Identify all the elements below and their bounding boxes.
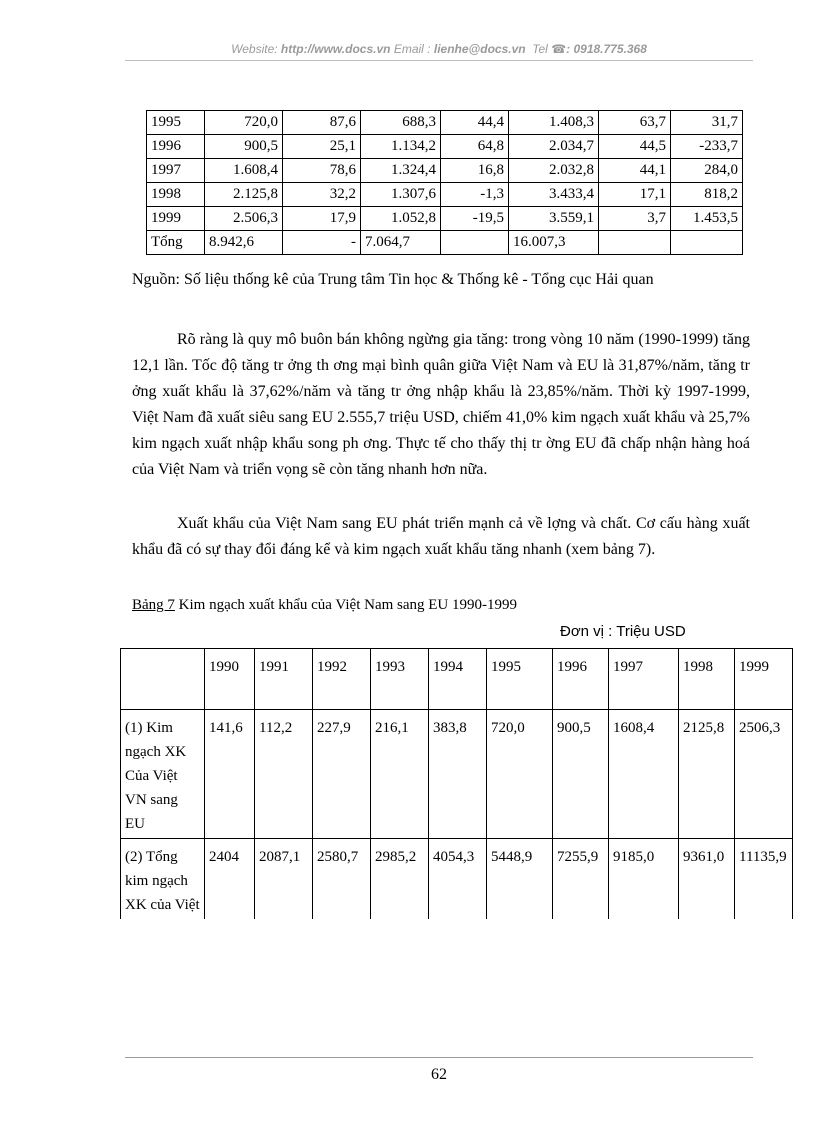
table-cell: 383,8	[429, 710, 487, 839]
column-header: 1990	[205, 649, 255, 710]
table-cell: 1995	[147, 111, 205, 135]
table-cell: 87,6	[283, 111, 361, 135]
table-cell: 9185,0	[609, 839, 679, 920]
table-cell: 44,4	[441, 111, 509, 135]
table-cell: 2404	[205, 839, 255, 920]
column-header: 1992	[313, 649, 371, 710]
table-cell: 1.608,4	[205, 159, 283, 183]
column-header: 1995	[487, 649, 553, 710]
table-cell: 216,1	[371, 710, 429, 839]
table-cell: 1608,4	[609, 710, 679, 839]
table-row	[147, 159, 743, 183]
website-link[interactable]: http://www.docs.vn	[280, 42, 391, 56]
table-row	[147, 207, 743, 231]
website-label: Website:	[231, 42, 278, 56]
table-cell: 3,7	[599, 207, 671, 231]
table-cell: 141,6	[205, 710, 255, 839]
table-cell: 720,0	[205, 111, 283, 135]
table-row	[147, 231, 743, 255]
column-header	[121, 649, 205, 710]
table-cell: 4054,3	[429, 839, 487, 920]
source-note: Nguồn: Số liệu thống kê của Trung tâm Tin học & Thống kê - Tổng cục Hải quan	[132, 271, 654, 288]
table-cell: 1.052,8	[361, 207, 441, 231]
tel-number: : 0918.775.368	[566, 42, 647, 56]
table-cell: 63,7	[599, 111, 671, 135]
unit-label: Đơn vị : Triệu USD	[560, 623, 686, 640]
paragraph-1: Rõ ràng là quy mô buôn bán không ngừng gia tăng: trong vòng 10 năm (1990-1999) tăng 12,1 lần. Tốc độ tăng tr ởng th ơng mại bình quân giữa Việt Nam và EU là 31,87%/năm, tăng tr ởng xuất khẩu là 37,62%/năm và tăng tr ởng nhập khẩu là 23,85%/năm. Thời kỳ 1997-1999, Việt Nam đã xuất siêu sang EU 2.555,7 triệu USD, chiếm 41,0% kim ngạch xuất khẩu và 25,7% kim ngạch xuất nhập khẩu song ph ơng. Thực tế cho thấy thị tr ờng EU đã chấp nhận hàng hoá của Việt Nam và triển vọng sẽ còn tăng nhanh hơn nữa.	[132, 331, 750, 478]
table-cell: 2.032,8	[509, 159, 599, 183]
column-header: 1996	[553, 649, 609, 710]
table-cell	[441, 231, 509, 255]
table-cell: 2125,8	[679, 710, 735, 839]
table-cell: 818,2	[671, 183, 743, 207]
table-cell: 1998	[147, 183, 205, 207]
table-cell: 1997	[147, 159, 205, 183]
export-table	[120, 648, 793, 919]
table-cell: 3.433,4	[509, 183, 599, 207]
column-header: 1991	[255, 649, 313, 710]
table-cell: 3.559,1	[509, 207, 599, 231]
table-cell: -19,5	[441, 207, 509, 231]
table-cell: 2580,7	[313, 839, 371, 920]
table-cell: 1996	[147, 135, 205, 159]
column-header: 1998	[679, 649, 735, 710]
table-cell: -233,7	[671, 135, 743, 159]
table-cell: 44,1	[599, 159, 671, 183]
table-row	[147, 135, 743, 159]
table-cell: -1,3	[441, 183, 509, 207]
table-cell: 32,2	[283, 183, 361, 207]
table-row	[147, 111, 743, 135]
table-cell: 16.007,3	[509, 231, 599, 255]
table-cell: 1.134,2	[361, 135, 441, 159]
page-header	[125, 42, 753, 61]
trade-table	[146, 110, 743, 255]
table-cell: 16,8	[441, 159, 509, 183]
email-link[interactable]: lienhe@docs.vn	[433, 42, 526, 56]
table-cell: 17,9	[283, 207, 361, 231]
caption-label: Bảng 7	[132, 597, 175, 613]
table-row	[121, 710, 793, 839]
email-label: Email :	[393, 42, 431, 56]
table-cell: -	[283, 231, 361, 255]
table-cell: 44,5	[599, 135, 671, 159]
column-header: 1994	[429, 649, 487, 710]
tel-label: Tel	[532, 42, 548, 56]
table-cell: 1999	[147, 207, 205, 231]
table-cell: 284,0	[671, 159, 743, 183]
table-cell: 7255,9	[553, 839, 609, 920]
table-cell: 900,5	[553, 710, 609, 839]
table-cell: 1.453,5	[671, 207, 743, 231]
table-cell: 11135,9	[735, 839, 793, 920]
row-label: (1) Kim ngạch XK Của Việt VN sang EU	[121, 710, 205, 839]
table-cell: 2506,3	[735, 710, 793, 839]
column-header: 1999	[735, 649, 793, 710]
table-row	[121, 839, 793, 920]
table-caption	[132, 597, 517, 614]
table-cell: 2087,1	[255, 839, 313, 920]
table-cell: 1.408,3	[509, 111, 599, 135]
table-cell: 2.506,3	[205, 207, 283, 231]
page-number: 62	[125, 1057, 753, 1084]
table-cell: 9361,0	[679, 839, 735, 920]
column-header: 1997	[609, 649, 679, 710]
table-cell	[671, 231, 743, 255]
table-cell: 7.064,7	[361, 231, 441, 255]
table-cell: 64,8	[441, 135, 509, 159]
table-cell: Tổng	[147, 231, 205, 255]
table-cell: 31,7	[671, 111, 743, 135]
column-header: 1993	[371, 649, 429, 710]
table-cell: 900,5	[205, 135, 283, 159]
table-cell: 688,3	[361, 111, 441, 135]
table-cell: 720,0	[487, 710, 553, 839]
table-cell: 2.125,8	[205, 183, 283, 207]
table-cell: 2.034,7	[509, 135, 599, 159]
table-cell: 227,9	[313, 710, 371, 839]
table-cell: 25,1	[283, 135, 361, 159]
table-cell: 112,2	[255, 710, 313, 839]
table-cell	[599, 231, 671, 255]
table-cell: 1.307,6	[361, 183, 441, 207]
phone-icon: ☎	[551, 42, 567, 56]
table-cell: 78,6	[283, 159, 361, 183]
table-cell: 8.942,6	[205, 231, 283, 255]
table-cell: 17,1	[599, 183, 671, 207]
paragraph-2: Xuất khẩu của Việt Nam sang EU phát triển mạnh cả về lợng và chất. Cơ cấu hàng xuất khẩu đã có sự thay đổi đáng kể và kim ngạch xuất khẩu tăng nhanh (xem bảng 7).	[132, 515, 750, 558]
table-row	[147, 183, 743, 207]
table-cell: 1.324,4	[361, 159, 441, 183]
header-row	[121, 649, 793, 710]
table-cell: 5448,9	[487, 839, 553, 920]
caption-text: Kim ngạch xuất khẩu của Việt Nam sang EU 1990-1999	[174, 597, 517, 613]
table-cell: 2985,2	[371, 839, 429, 920]
row-label: (2) Tổng kim ngạch XK của Việt	[121, 839, 205, 920]
